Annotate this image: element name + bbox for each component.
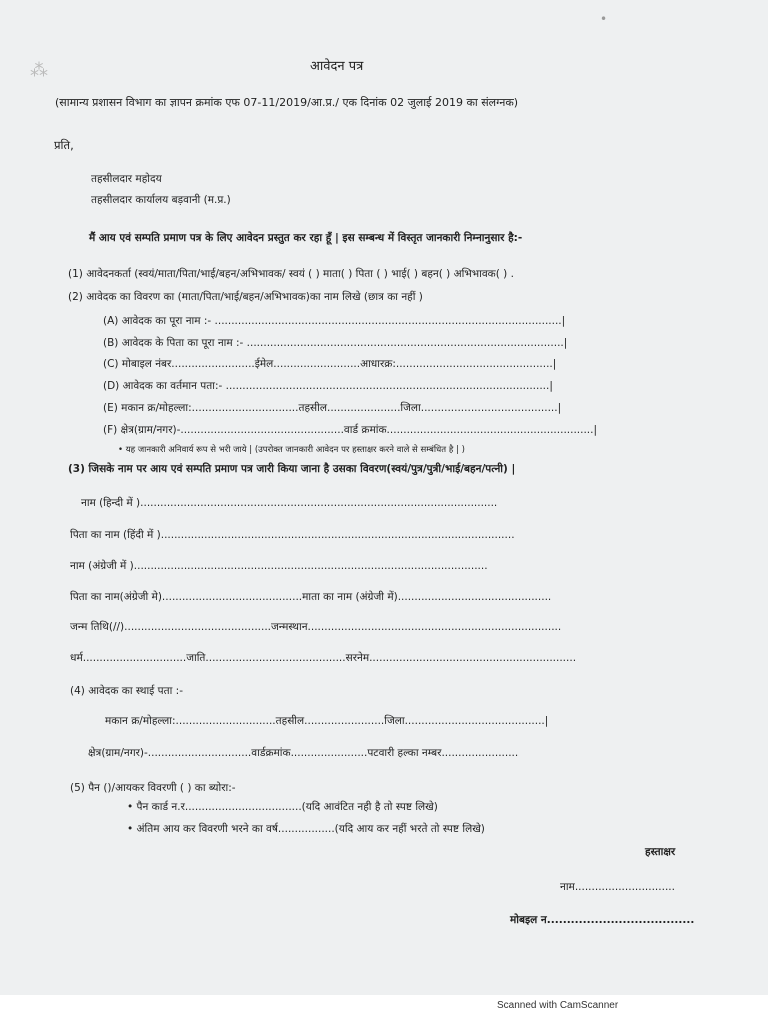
pan-card-field: • पैन कार्ड न.र...................................(यदि आवंटित नही है तो स्पष्ट लिखे) (127, 801, 438, 813)
applicant-name-field: (A) आवेदक का पूरा नाम :- ........................................................................................................| (103, 315, 566, 327)
addressee-line-2: तहसीलदार कार्यालय बड़वानी (म.प्र.) (91, 194, 231, 206)
section-1: (1) आवेदनकर्ता (स्वयं/माता/पिता/भाई/बहन/अभिभावक/ स्वयं ( ) माता( ) पिता ( ) भाई( ) बहन( ) अभिभावक( ) . (68, 268, 514, 280)
intro-paragraph: मैं आय एवं सम्पति प्रमाण पत्र के लिए आवेदन प्रस्तुत कर रहा हूँ | इस सम्बन्ध में विस्तृत जानकारी निम्नानुसार है:- (89, 232, 523, 244)
camscanner-footer: Scanned with CamScanner (497, 1000, 619, 1011)
form-title: आवेदन पत्र (310, 59, 364, 74)
section-3-heading: (3) जिसके नाम पर आय एवं सम्पति प्रमाण पत्र जारी किया जाना है उसका विवरण(स्वयं/पुत्र/पुत्री/भाई/बहन/पत्नी) | (68, 463, 516, 475)
religion-caste-surname-field: धर्म...............................जाति..........................................सरनेम.............................................................. (70, 652, 577, 664)
addressee-line-1: तहसीलदार महोदय (91, 173, 162, 185)
permanent-house-field: मकान क्र/मोहल्ला:..............................तहसील........................जिला..........................................| (105, 715, 549, 727)
permanent-area-field: क्षेत्र(ग्राम/नगर)-...............................वार्डक्रमांक.......................पटवारी हल्का नम्बर....................... (88, 747, 519, 759)
section-4-heading: (4) आवेदक का स्थाई पता :- (70, 685, 184, 697)
father-mother-english-field: पिता का नाम(अंग्रेजी मे)..........................................माता का नाम (अंग्रेजी में).............................................. (70, 591, 552, 603)
area-ward-field: (F) क्षेत्र(ग्राम/नगर)-.................................................वार्ड क्रमांक..............................................................| (103, 424, 598, 436)
itr-year-field: • अंतिम आय कर विवरणी भरने का वर्ष.................(यदि आय कर नहीं भरते तो स्पष्ट लिखे) (127, 823, 485, 835)
signature-name-field: नाम.............................. (560, 881, 675, 893)
signature-label: हस्ताक्षर (645, 846, 676, 858)
signature-mobile-field: मोबइल न..................................... (510, 914, 695, 926)
name-english-field: नाम (अंग्रेजी में ).......................................................................................................... (70, 560, 488, 572)
section-2-heading: (2) आवेदक का विवरण का (माता/पिता/भाई/बहन/अभिभावक)का नाम लिखे (छात्र का नहीं ) (68, 291, 423, 303)
house-tehsil-district-field: (E) मकान क्र/मोहल्ला:................................तहसील......................जिला.........................................| (103, 402, 562, 414)
applicant-father-field: (B) आवेदक के पिता का पूरा नाम :- ...............................................................................................| (103, 337, 568, 349)
form-subtitle: (सामान्य प्रशासन विभाग का ज्ञापन क्रमांक एफ 07-11/2019/आ.प्र./ एक दिनांक 02 जुलाई 2019 का संलग्नक) (55, 96, 519, 109)
scan-dot: • (600, 12, 608, 26)
father-name-hindi-field: पिता का नाम (हिंदी में ).......................................................................................................... (70, 529, 515, 541)
current-address-field: (D) आवेदक का वर्तमान पता:- .................................................................................................| (103, 380, 553, 392)
name-hindi-field: नाम (हिन्दी में )........................................................................................................... (81, 497, 498, 509)
mandatory-note: • यह जानकारी अनिवार्य रूप से भरी जाये | (उपरोक्त जानकारी आवेदन पर हस्ताक्षर करने वाले से सम्बंधित है | ) (118, 445, 465, 455)
mobile-email-aadhar-field: (C) मोबाइल नंबर.........................ईमेल..........................आधारक्र:...............................................| (103, 358, 557, 370)
dob-birthplace-field: जन्म तिथि(//)............................................जन्मस्थान............................................................................ (70, 621, 562, 633)
section-5-heading: (5) पैन ()/आयकर विवरणी ( ) का ब्योरा:- (70, 782, 236, 794)
scan-mark: ⁂ (30, 60, 48, 81)
prati-label: प्रति, (54, 138, 74, 152)
